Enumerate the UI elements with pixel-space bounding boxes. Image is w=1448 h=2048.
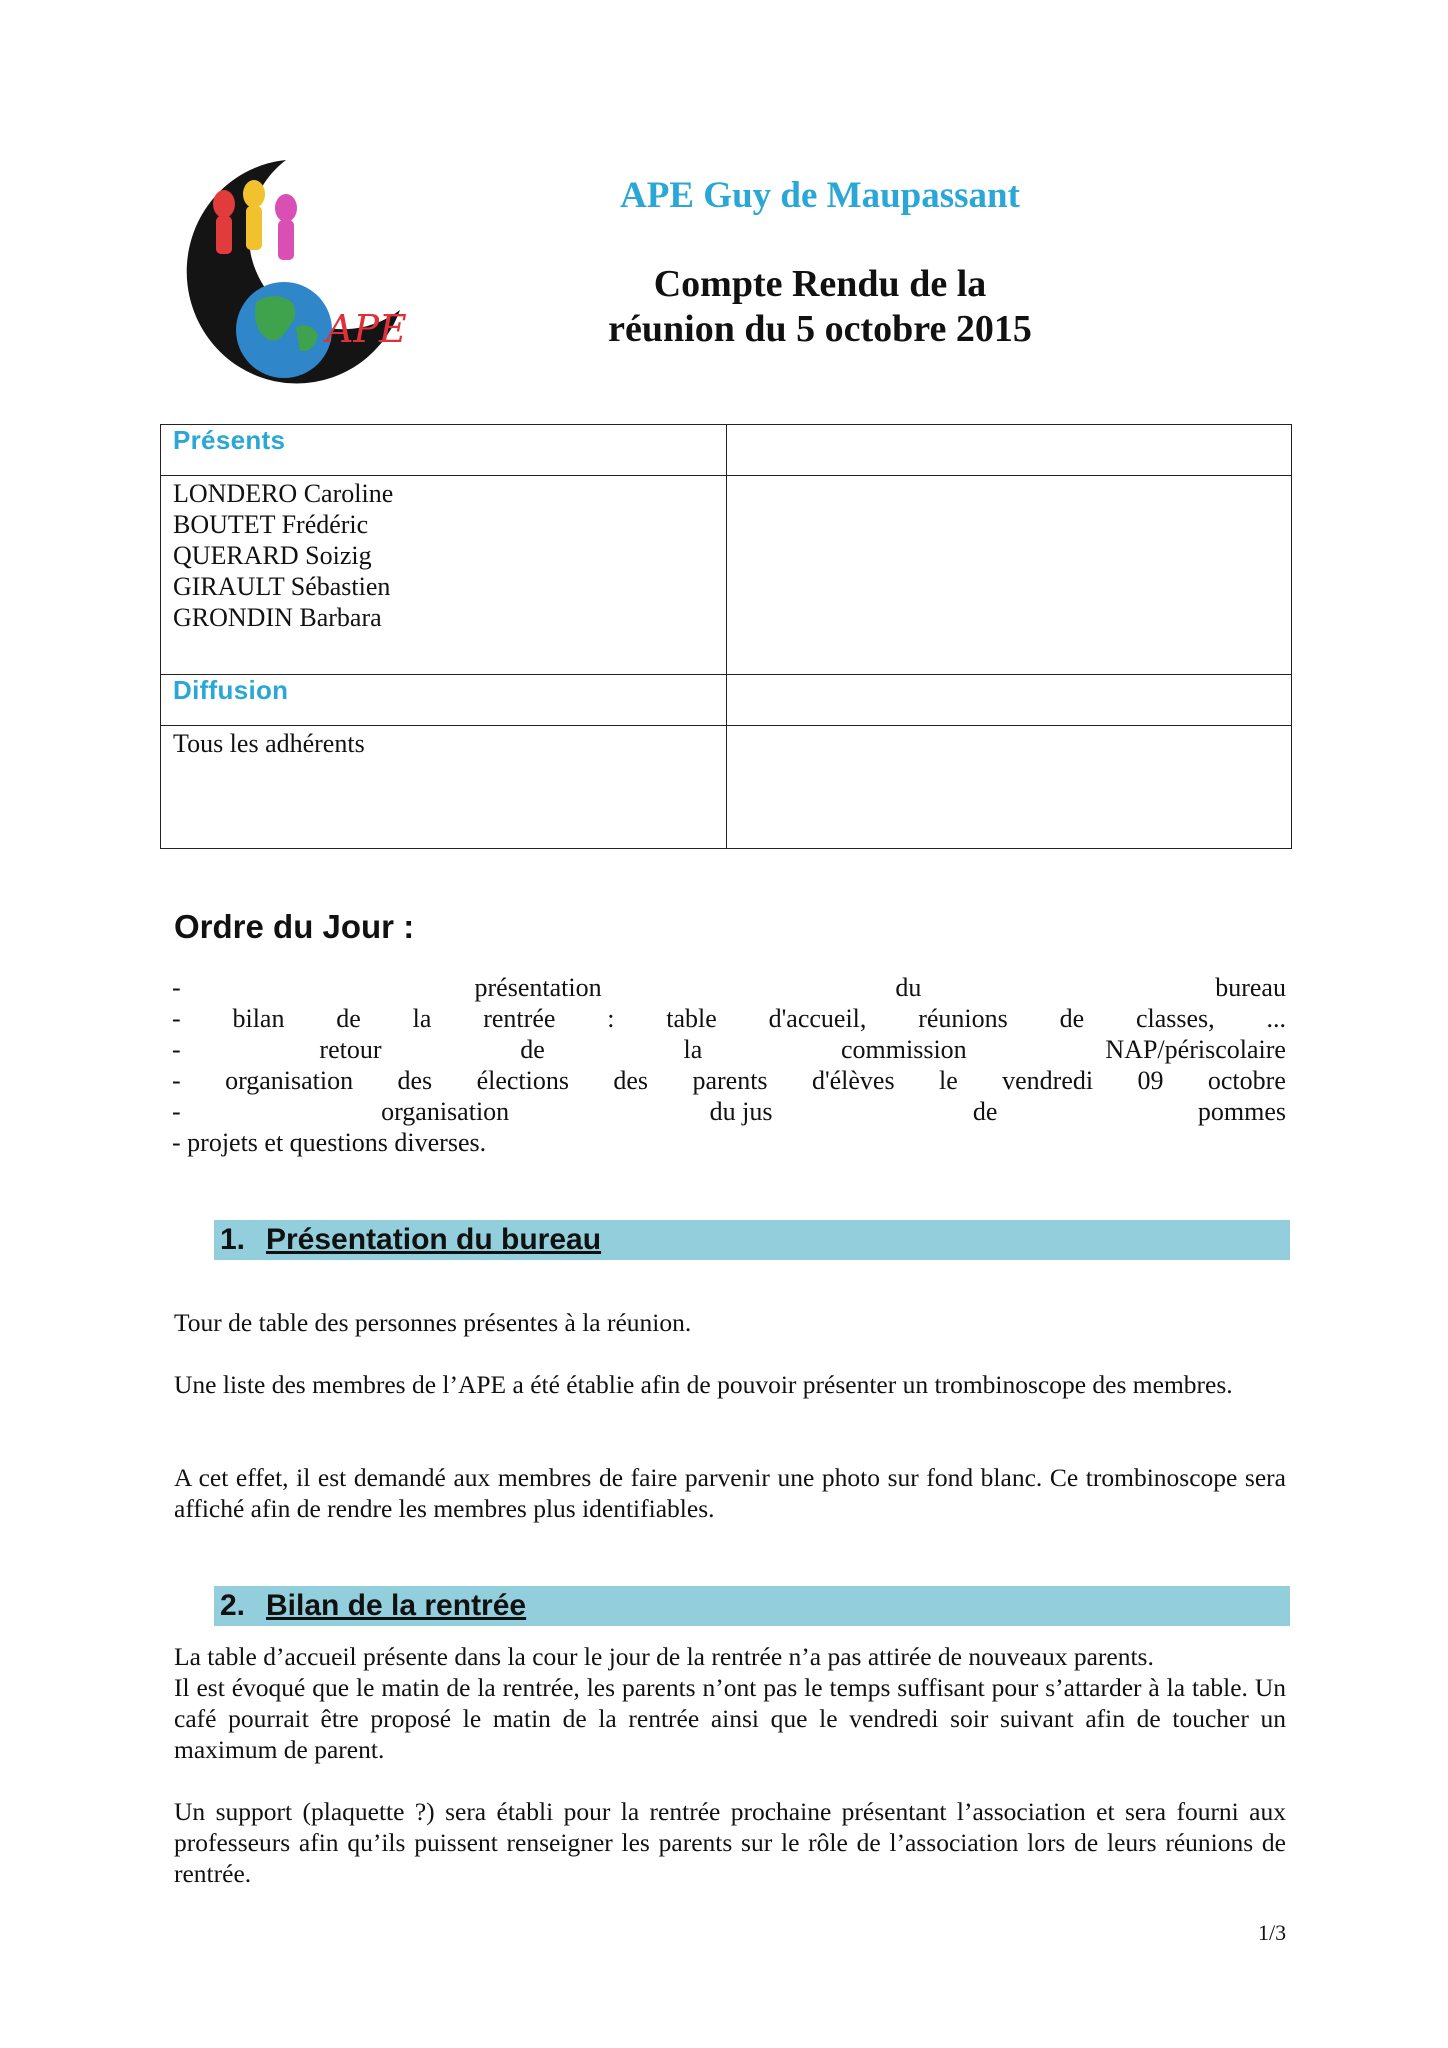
empty-cell <box>726 726 1292 849</box>
attendee-name: QUERARD Soizig <box>173 541 372 570</box>
attendee-name: GRONDIN Barbara <box>173 603 382 632</box>
paragraph: A cet effet, il est demandé aux membres de faire parvenir une photo sur fond blanc. Ce trombinoscope sera affiché afin de rendre les membres plus identifiables. <box>174 1463 1286 1523</box>
diffusion-label: Diffusion <box>161 675 727 726</box>
paragraph: Un support (plaquette ?) sera établi pour la rentrée prochaine présentant l’association et sera fourni aux professeurs afin qu’ils puissent renseigner les parents sur le rôle de l’association lors de leurs réunions de rentrée. <box>174 1797 1286 1888</box>
paragraph-line: La table d’accueil présente dans la cour le jour de la rentrée n’a pas attirée de nouveaux parents. <box>174 1642 1154 1671</box>
paragraph: Une liste des membres de l’APE a été établie afin de pouvoir présenter un trombinoscope des membres. <box>174 1370 1233 1399</box>
document-title <box>560 262 1080 352</box>
agenda-list <box>172 972 1286 1158</box>
diffusion-text: Tous les adhérents <box>161 726 727 849</box>
agenda-item: - retour de la commission NAP/périscolaire <box>172 1035 1286 1064</box>
section-heading-2 <box>214 1586 1290 1626</box>
section-title: Bilan de la rentrée <box>266 1589 527 1622</box>
organization-name: APE Guy de Maupassant <box>620 175 1020 216</box>
title-line-1: Compte Rendu de la <box>653 263 987 305</box>
agenda-item: - organisation des élections des parents d'élèves le vendredi 09 octobre <box>172 1066 1286 1095</box>
agenda-item: - présentation du bureau <box>172 973 1286 1002</box>
attendee-name: BOUTET Frédéric <box>173 510 369 539</box>
agenda-item: - bilan de la rentrée : table d'accueil, réunions de classes, ... <box>172 1004 1286 1033</box>
logo-text: APE <box>326 307 406 351</box>
empty-cell <box>726 425 1292 476</box>
paragraph: Tour de table des personnes présentes à la réunion. <box>174 1308 692 1337</box>
page-number: 1/3 <box>1258 1920 1287 1945</box>
empty-cell <box>726 476 1292 675</box>
section-number: 2. <box>220 1589 246 1622</box>
attendee-name: GIRAULT Sébastien <box>173 572 391 601</box>
paragraph-line: Il est évoqué que le matin de la rentrée, les parents n’ont pas le temps suffisant pour s’attarder à la table. Un café pourrait être proposé le matin de la rentrée ainsi que le vendredi soir suivant afin de toucher un maximum de parent. <box>174 1673 1286 1764</box>
agenda-item: - projets et questions diverses. <box>172 1128 487 1157</box>
section-number: 1. <box>220 1223 246 1256</box>
attendee-name: LONDERO Caroline <box>173 479 394 508</box>
paragraph <box>174 1641 1286 1765</box>
agenda-item: - organisation du jus de pommes <box>172 1097 1286 1126</box>
agenda-title: Ordre du Jour : <box>174 908 415 945</box>
ape-logo <box>176 152 406 388</box>
empty-cell <box>726 675 1292 726</box>
title-line-2: réunion du 5 octobre 2015 <box>608 308 1032 350</box>
section-title: Présentation du bureau <box>266 1223 602 1256</box>
presents-list <box>161 476 727 675</box>
section-heading-1 <box>214 1220 1290 1260</box>
presents-label: Présents <box>161 425 727 476</box>
attendance-table <box>160 424 1292 849</box>
